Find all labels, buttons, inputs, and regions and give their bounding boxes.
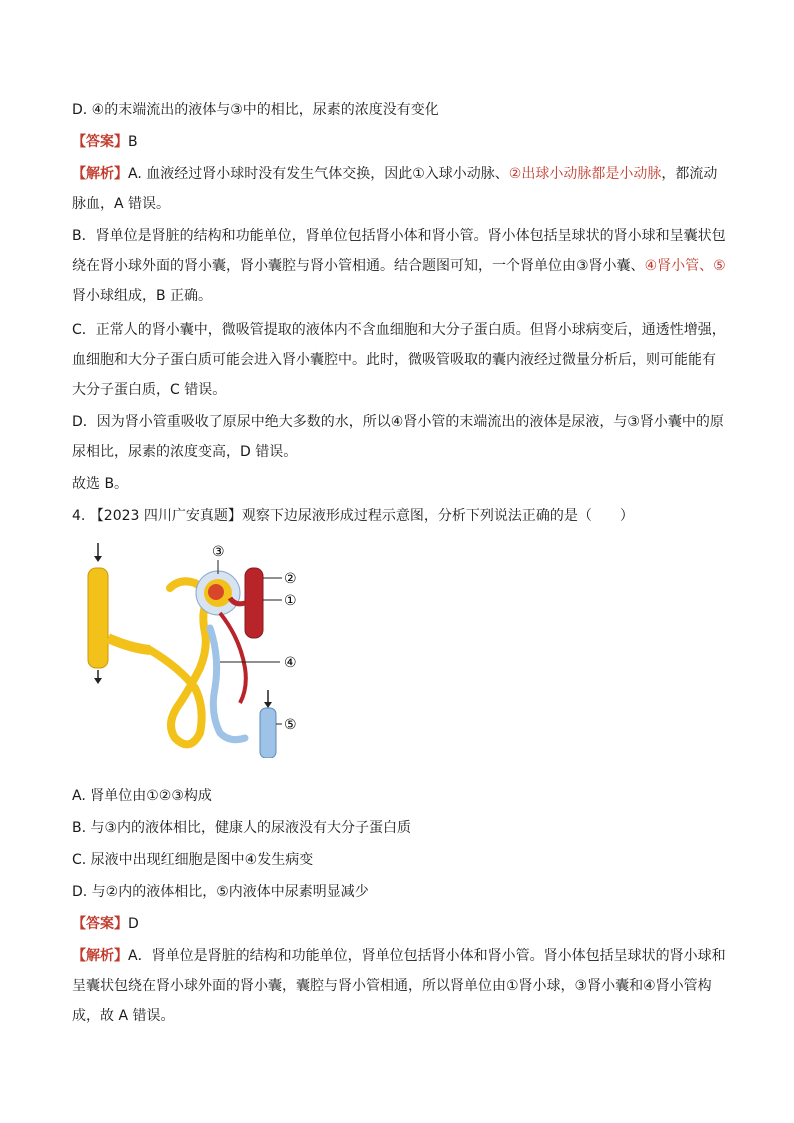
q4-stem: 4. 【2023 四川广安真题】观察下边尿液形成过程示意图，分析下列说法正确的是（ ） bbox=[72, 508, 634, 524]
q3-analysis-d-line2: 尿相比，尿素的浓度变高，D 错误。 bbox=[72, 444, 298, 460]
label-1: ① bbox=[284, 593, 297, 609]
q4-answer bbox=[72, 914, 724, 934]
nephron-diagram bbox=[70, 538, 330, 758]
analysis-label: 【解析】 bbox=[72, 166, 128, 182]
label-2: ② bbox=[284, 571, 297, 587]
highlight-text: ④肾小管、⑤ bbox=[644, 258, 726, 274]
analysis-label: 【解析】 bbox=[72, 948, 128, 964]
q3-analysis-c-line1: C．正常人的肾小囊中，微吸管提取的液体内不含血细胞和大分子蛋白质。但肾小球病变后，通透性增强， bbox=[72, 322, 726, 338]
q3-analysis-d-line1: D．因为肾小管重吸收了原尿中绝大多数的水，所以④肾小管的末端流出的液体是尿液，与③肾小囊中的原 bbox=[72, 414, 724, 430]
collecting-duct bbox=[88, 568, 150, 668]
analysis-text: A．肾单位是肾脏的结构和功能单位，肾单位包括肾小体和肾小管。肾小体包括呈球状的肾小球和 bbox=[128, 948, 726, 964]
q3-option-d: D. ④的末端流出的液体与③中的相比，尿素的浓度没有变化 bbox=[72, 102, 439, 118]
q3-analysis-c-line2: 血细胞和大分子蛋白质可能会进入肾小囊腔中。此时，微吸管吸取的囊内液经过微量分析后，则可能能有 bbox=[72, 352, 716, 368]
q3-analysis-b-line1: B．肾单位是肾脏的结构和功能单位，肾单位包括肾小体和肾小管。肾小体包括呈球状的肾小球和呈囊状包 bbox=[72, 228, 726, 244]
q4-option-d: D. 与②内的液体相比，⑤内液体中尿素明显减少 bbox=[72, 884, 369, 900]
answer-label: 【答案】 bbox=[72, 916, 128, 932]
q3-analysis-a-line2: 脉血，A 错误。 bbox=[72, 196, 171, 212]
renal-vein bbox=[260, 690, 276, 758]
label-3: ③ bbox=[212, 544, 225, 560]
q3-answer bbox=[72, 132, 724, 152]
label-4: ④ bbox=[284, 655, 297, 671]
down-arrow-icon bbox=[94, 670, 102, 684]
q4-analysis-a-line1 bbox=[72, 946, 724, 966]
analysis-text: ，都流动 bbox=[661, 166, 718, 182]
answer-value: D bbox=[128, 916, 139, 932]
q3-conclusion: 故选 B。 bbox=[72, 476, 129, 492]
q3-analysis-b-line3: 肾小球组成，B 正确。 bbox=[72, 288, 213, 304]
renal-corpuscle bbox=[196, 571, 240, 615]
q4-analysis-a-line2: 呈囊状包绕在肾小球外面的肾小囊，囊腔与肾小管相通，所以肾单位由①肾小球，③肾小囊和④肾小管构 bbox=[72, 978, 712, 994]
down-arrow-icon bbox=[94, 543, 102, 562]
answer-value: B bbox=[128, 134, 138, 150]
highlight-text: ②出球小动脉都是小动脉 bbox=[508, 166, 662, 182]
q3-analysis-a-line1 bbox=[72, 164, 724, 184]
answer-label: 【答案】 bbox=[72, 134, 128, 150]
q4-option-a: A. 肾单位由①②③构成 bbox=[72, 788, 212, 804]
q3-analysis-b-line2 bbox=[72, 256, 724, 276]
analysis-text: 绕在肾小球外面的肾小囊，肾小囊腔与肾小管相通。结合题图可知，一个肾单位由③肾小囊、 bbox=[72, 258, 645, 274]
q3-analysis-c-line3: 大分子蛋白质，C 错误。 bbox=[72, 382, 227, 398]
q4-analysis-a-line3: 成，故 A 错误。 bbox=[72, 1008, 175, 1024]
q4-option-c: C. 尿液中出现红细胞是图中④发生病变 bbox=[72, 852, 314, 868]
analysis-text: A. 血液经过肾小球时没有发生气体交换，因此①入球小动脉、 bbox=[128, 166, 509, 182]
q4-option-b: B. 与③内的液体相比，健康人的尿液没有大分子蛋白质 bbox=[72, 820, 412, 836]
label-5: ⑤ bbox=[284, 717, 297, 733]
